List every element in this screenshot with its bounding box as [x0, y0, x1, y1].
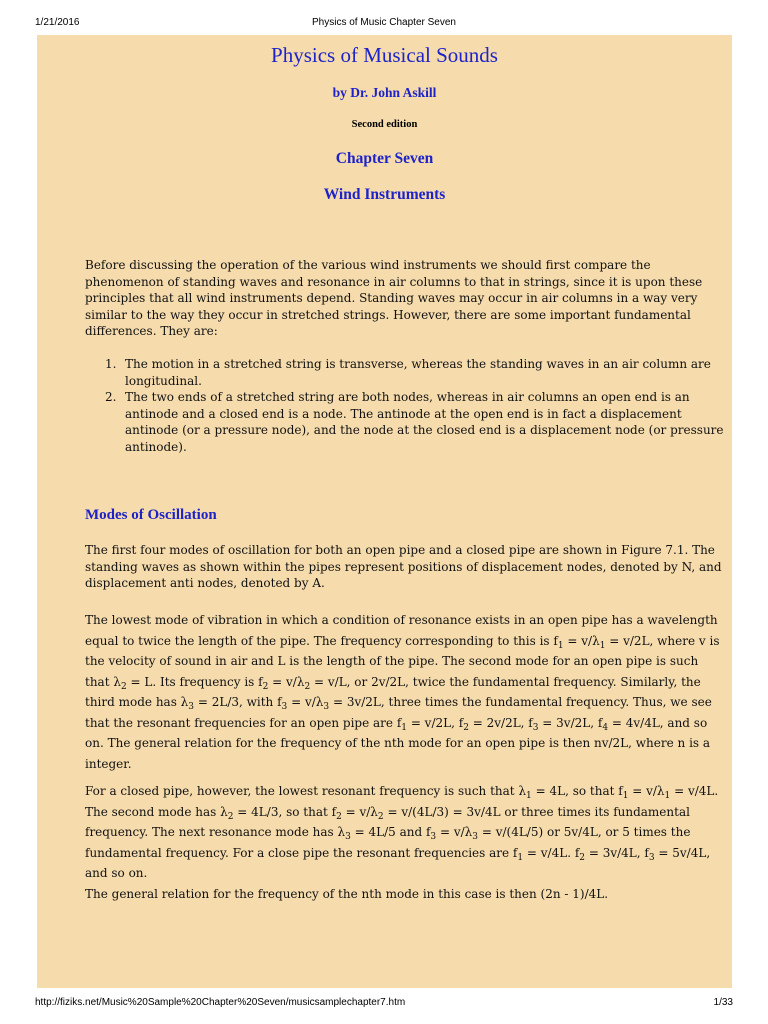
page-title: Physics of Musical Sounds — [271, 43, 498, 67]
print-header — [0, 17, 768, 31]
modes-paragraph: The first four modes of oscillation for both an open pipe and a closed pipe are shown in Figure 7.1. The standing waves as shown within the pipes represent positions of displacement nodes, denoted by N, and displacement anti nodes, denoted by A. — [85, 543, 722, 590]
print-footer — [0, 997, 768, 1011]
chapter-subtitle: Wind Instruments — [323, 186, 446, 203]
closed-pipe-paragraph: For a closed pipe, however, the lowest resonant frequency is such that $\lambda_1 = 4L$, so that $f_1 = v/\lambda_1 = v/4L$. The second mode has $\lambda_2 = 4L/3$, so that $f_2 = v/\lambda_2 = v/(4L/3) = 3v/4L$ or three times its fundamental frequency. The next resonance mode has $\lambda_3 = 4L/5$ and $f_3 = v/\lambda_3 = v/(4L/5)$ or 5v/4L, or 5 times the fundamental frequency. For a close pipe the resonant frequencies are $f_1 = v/4L$. $f_2 = 3v/4L$, $f_3 = 5v/4L$, and so on. — [85, 784, 719, 880]
list-item — [85, 389, 725, 455]
page-url: http://fiziks.net/Music%20Sample%20Chapter%20Seven/musicsamplechapter7.htm — [35, 997, 406, 1008]
section-heading: Modes of Oscillation — [85, 507, 217, 523]
open-pipe-paragraph: The lowest mode of vibration in which a condition of resonance exists in an open pipe has a wavelength equal to twice the length of the pipe. The frequency corresponding to this is $f_1 = v/\lambda_1 = v/2L$, where v is the velocity of sound in air and L is the length of the pipe. The second mode for an open pipe is such that $\lambda_2 = L$. Its frequency is $f_2 = v/\lambda_2 = v/L$, or 2v/2L, twice the fundamental frequency. Similarly, the third mode has $\lambda_3 = 2L/3$, with $f_3 = v/\lambda_3 = 3v/2L$, three times the fundamental frequency. Thus, we see that the resonant frequencies for an open pipe are $f_1 = v/2L$, $f_2 = 2v/2L$, $f_3 = 3v/2L$, $f_4 = 4v/4L$, and so on. The general relation for the frequency of the nth mode for an open pipe is then nv/2L, where n is a integer. — [85, 613, 720, 771]
chapter-heading: Chapter Seven — [335, 150, 434, 167]
differences-list — [85, 356, 725, 455]
list-item-number: 1. — [105, 357, 117, 371]
print-date: 1/21/2016 — [35, 17, 80, 28]
general-relation-paragraph: The general relation for the frequency of the nth mode in this case is then (2n - 1)/4L. — [85, 887, 609, 901]
print-doc-title: Physics of Music Chapter Seven — [312, 17, 456, 28]
document-page — [37, 35, 732, 988]
author-line: by Dr. John Askill — [332, 85, 437, 100]
edition-line: Second edition — [351, 119, 418, 130]
list-item-text: The motion in a stretched string is transverse, whereas the standing waves in an air column are longitudinal. — [125, 357, 711, 388]
intro-paragraph: Before discussing the operation of the various wind instruments we should first compare the phenomenon of standing waves and resonance in air columns to that in strings, since it is upon these principles that all wind instruments depend. Standing waves may occur in air columns in a way very similar to the way they occur in stretched strings. However, there are some important fundamental differences. They are: — [85, 258, 703, 338]
list-item — [85, 356, 725, 389]
list-item-text: The two ends of a stretched string are both nodes, whereas in air columns an open end is an antinode and a closed end is a node. The antinode at the open end is in fact a displacement antinode (or a pressure node), and the node at the closed end is a displacement node (or pressure antinode). — [125, 390, 724, 454]
page-indicator: 1/33 — [713, 997, 733, 1008]
list-item-number: 2. — [105, 390, 117, 404]
